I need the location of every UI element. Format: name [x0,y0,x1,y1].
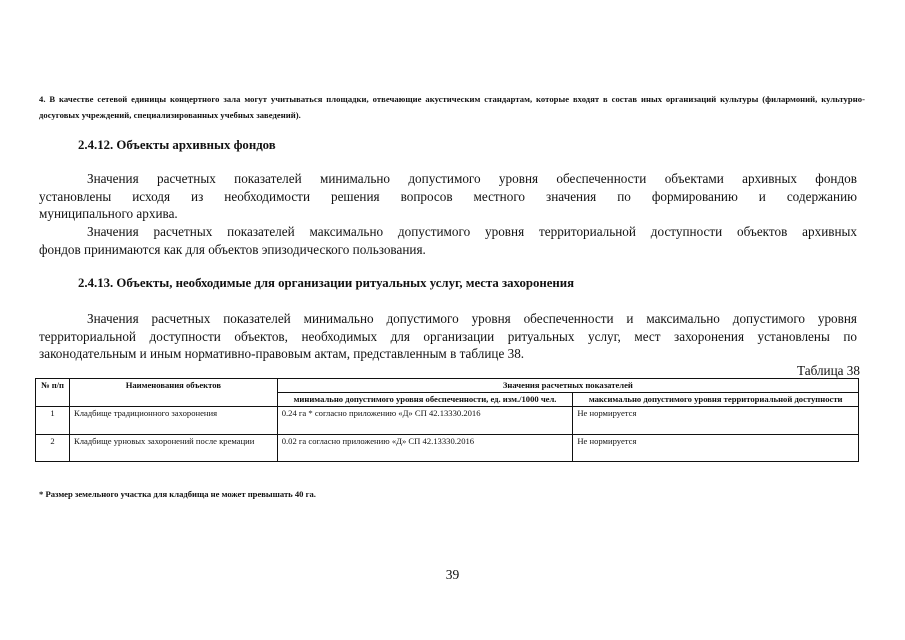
row-name: Кладбище урновых захоронений после кремации [69,435,277,462]
col-header-max: максимально допустимого уровня территориальной доступности [573,393,859,407]
col-header-min: минимально допустимого уровня обеспеченности, ед. изм./1000 чел. [277,393,573,407]
archives-paragraph-2 [39,223,857,258]
table-header-row-1 [36,379,859,393]
row-min: 0.02 га согласно приложению «Д» СП 42.13330.2016 [277,435,573,462]
row-name: Кладбище традиционного захоронения [69,407,277,435]
ritual-p-line-3: законодательным и иным нормативно-правовым актам, представленным в таблице 38. [39,346,525,361]
section-heading-archives: 2.4.12. Объекты архивных фондов [78,138,276,152]
row-min: 0.24 га * согласно приложению «Д» СП 42.13330.2016 [277,407,573,435]
archives-p1-line-3: муниципального архива. [39,206,178,221]
row-max: Не нормируется [573,407,859,435]
ritual-paragraph [39,310,857,363]
section-heading-ritual: 2.4.13. Объекты, необходимые для организации ритуальных услуг, места захоронения [78,276,575,290]
table-38 [35,378,859,462]
bottom-footnote: * Размер земельного участка для кладбища не может превышать 40 га. [39,489,316,499]
table-row [36,435,859,462]
table-row [36,407,859,435]
col-header-num: № п/п [36,379,70,407]
row-num: 1 [36,407,70,435]
col-header-values: Значения расчетных показателей [277,379,858,393]
page-number: 39 [445,567,460,582]
archives-p2-line-2: фондов принимаются как для объектов эпизодического пользования. [39,241,426,257]
table-caption: Таблица 38 [797,363,860,378]
archives-p2-line-1: Значения расчетных показателей максимально допустимого уровня территориальной доступности объектов архивных [87,224,857,239]
ritual-p-line-2: территориальной доступности объектов, необходимых для организации ритуальных услуг, мест захоронения установлены по [39,328,857,344]
archives-p1-line-1: Значения расчетных показателей минимально допустимого уровня обеспеченности объектами архивных фондов [87,171,857,186]
ritual-p-line-1: Значения расчетных показателей минимально допустимого уровня обеспеченности и максимально допустимого уровня [87,311,857,326]
top-footnote: 4. В качестве сетевой единицы концертного зала могут учитываться площадки, отвечающие акустическим стандартам, которые входят в состав иных организаций культуры (филармоний, культурно-досуговых учреждений, специализированных учебных заведений). [39,94,865,120]
row-num: 2 [36,435,70,462]
row-max: Не нормируется [573,435,859,462]
archives-paragraph-1 [39,170,857,223]
archives-p1-line-2: установлены исходя из необходимости решения вопросов местного значения по формированию и содержанию [39,188,857,204]
col-header-name: Наименования объектов [69,379,277,407]
